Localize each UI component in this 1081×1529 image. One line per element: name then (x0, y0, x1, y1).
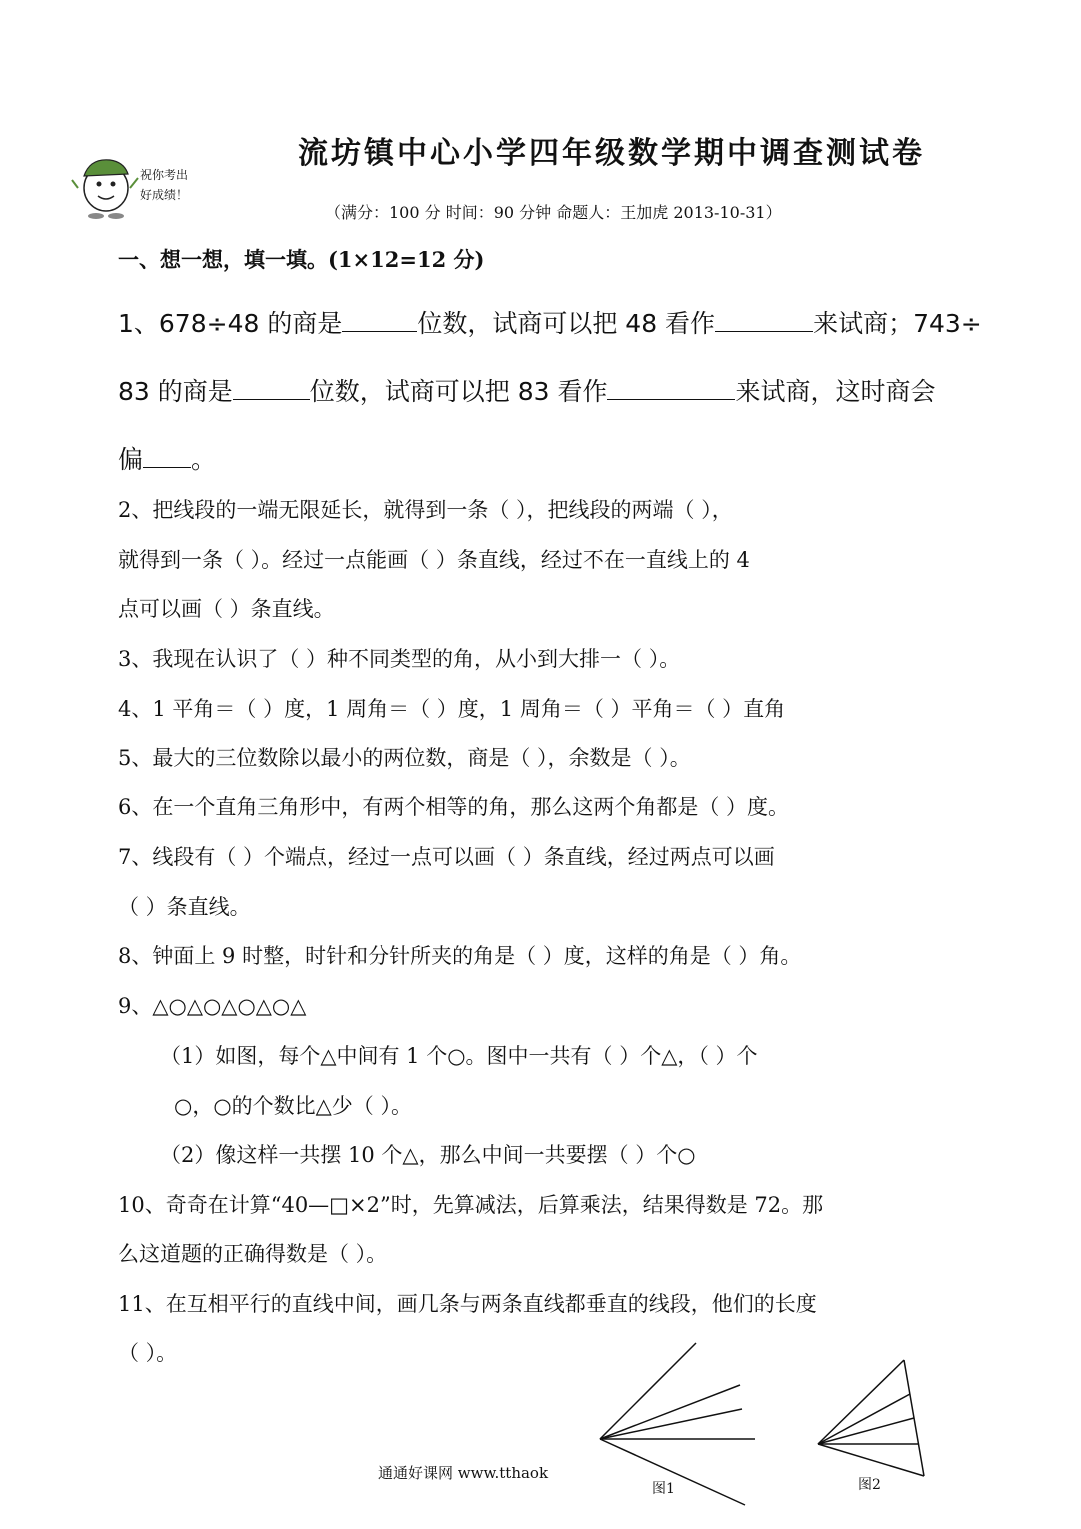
question-9-pattern: 9、△○△○△○△○△ (118, 994, 307, 1018)
answer-blank[interactable] (607, 374, 735, 400)
figure-2-label: 图2 (858, 1477, 881, 1493)
answer-blank[interactable] (233, 374, 310, 400)
question-9-part-2: （2）像这样一共摆 10 个△，那么中间一共要摆（ ）个○ (160, 1143, 696, 1167)
page-title: 流坊镇中心小学四年级数学期中调查测试卷 (298, 136, 925, 171)
question-7-line-2: （ ）条直线。 (118, 895, 251, 919)
question-2-line-3: 点可以画（ ）条直线。 (118, 597, 335, 621)
question-3: 3、我现在认识了（ ）种不同类型的角，从小到大排一（ ）。 (118, 647, 681, 671)
answer-blank[interactable] (143, 442, 191, 468)
figure-1-label: 图1 (652, 1481, 675, 1497)
footer-watermark: 通通好课网 www.tthaok (378, 1464, 549, 1482)
figure-1-rays (590, 1335, 765, 1525)
question-7-line-1: 7、线段有（ ）个端点，经过一点可以画（ ）条直线，经过两点可以画 (118, 845, 775, 869)
question-11-line-2: （ ）。 (118, 1341, 178, 1365)
mascot-line-2: 好成绩！ (140, 188, 189, 202)
question-1-line-2: 83 的商是 位数，试商可以把 83 看作 来试商，这时商会 (118, 372, 936, 408)
question-1-line-1: 1、678÷48 的商是 位数，试商可以把 48 看作 来试商；743÷ (118, 304, 982, 340)
question-9-part-1-line-2: ○，○的个数比△少（ ）。 (174, 1094, 412, 1118)
question-5: 5、最大的三位数除以最小的两位数，商是（ ），余数是（ ）。 (118, 746, 691, 770)
question-10-line-2: 么这道题的正确得数是（ ）。 (118, 1242, 388, 1266)
exam-info: （满分：100 分 时间：90 分钟 命题人：王加虎 2013-10-31） (325, 203, 782, 222)
question-8: 8、钟面上 9 时整，时针和分针所夹的角是（ ）度，这样的角是（ ）角。 (118, 944, 802, 968)
answer-blank[interactable] (342, 306, 417, 332)
question-6: 6、在一个直角三角形中，有两个相等的角，那么这两个角都是（ ）度。 (118, 795, 790, 819)
question-11-line-1: 11、在互相平行的直线中间，画几条与两条直线都垂直的线段，他们的长度 (118, 1292, 817, 1316)
answer-blank[interactable] (715, 306, 813, 332)
question-10-line-1: 10、奇奇在计算“40—□×2”时，先算减法，后算乘法，结果得数是 72。那 (118, 1193, 824, 1217)
question-2-line-2: 就得到一条（ ）。经过一点能画（ ）条直线，经过不在一直线上的 4 (118, 548, 750, 572)
mascot-line-1: 祝你考出 (140, 168, 189, 182)
question-4: 4、1 平角＝（ ）度，1 周角＝（ ）度，1 周角＝（ ）平角＝（ ）直角 (118, 697, 786, 721)
question-1-line-3: 偏 。 (118, 440, 216, 476)
question-2-line-1: 2、把线段的一端无限延长，就得到一条（ ），把线段的两端（ ）， (118, 498, 733, 522)
section-heading: 一、想一想，填一填。(1×12=12 分) (118, 247, 485, 272)
question-9-part-1-line-1: （1）如图，每个△中间有 1 个○。图中一共有（ ）个△，（ ）个 (160, 1044, 758, 1068)
figure-2-triangle (812, 1352, 937, 1482)
mascot-icon (68, 150, 143, 220)
